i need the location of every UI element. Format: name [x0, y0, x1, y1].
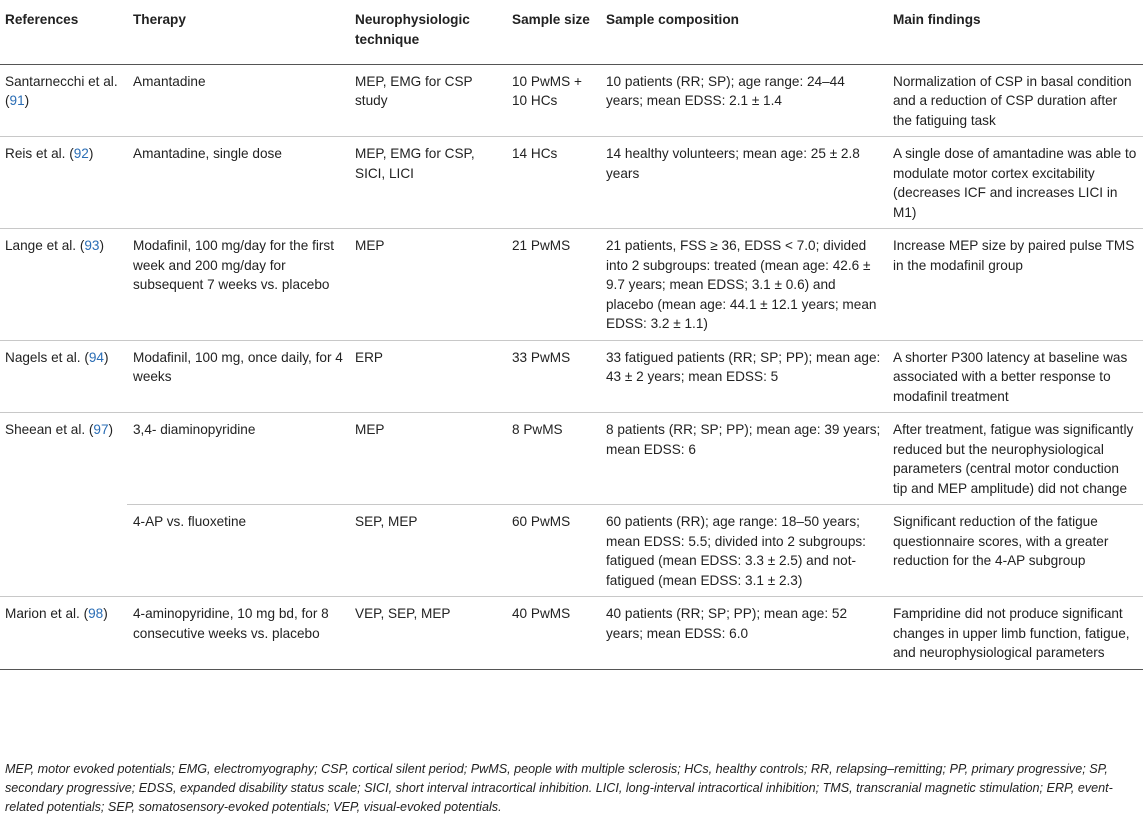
- reference-link[interactable]: 91: [9, 93, 25, 108]
- cell-therapy: 3,4- diaminopyridine: [127, 413, 349, 505]
- reference-text: Marion et al. (: [5, 606, 89, 621]
- cell-reference: [0, 64, 127, 137]
- header-therapy: Therapy: [127, 0, 349, 64]
- table-row: [0, 64, 1143, 137]
- cell-sample-size: 60 PwMS: [506, 505, 600, 597]
- cell-sample-composition: 14 healthy volunteers; mean age: 25 ± 2.8 years: [600, 137, 887, 229]
- cell-sample-composition: 33 fatigued patients (RR; SP; PP); mean age: 43 ± 2 years; mean EDSS: 5: [600, 340, 887, 413]
- header-technique: Neurophysiologic technique: [349, 0, 506, 64]
- cell-main-findings: Increase MEP size by paired pulse TMS in the modafinil group: [887, 229, 1143, 341]
- reference-link[interactable]: 94: [88, 349, 104, 365]
- reference-close: ): [103, 606, 108, 621]
- cell-therapy: Amantadine: [127, 64, 349, 137]
- reference-text: Lange et al. (: [5, 238, 85, 253]
- cell-therapy: Modafinil, 100 mg/day for the first week and 200 mg/day for subsequent 7 weeks vs. placebo: [127, 229, 349, 341]
- reference-link[interactable]: 97: [93, 422, 109, 437]
- table-footnote: MEP, motor evoked potentials; EMG, electromyography; CSP, cortical silent period; PwMS, people with multiple sclerosis; HCs, healthy controls; RR, relapsing–remitting; PP, primary progressive; SP, secondary progressive; EDSS, expanded disability status scale; SICI, short interval intracortical inhibition. LICI, long-interval intracortical inhibition; TMS, transcranial magnetic stimulation; ERP, event-related potentials; SEP, somatosensory-evoked potentials; VEP, visual-evoked potentials.: [5, 762, 1113, 814]
- reference-link[interactable]: 92: [73, 146, 89, 161]
- table-row: [0, 597, 1143, 670]
- table-body: [0, 64, 1143, 669]
- header-references: References: [0, 0, 127, 64]
- cell-main-findings: A shorter P300 latency at baseline was associated with a better response to modafinil treatment: [887, 340, 1143, 413]
- header-main-findings: Main findings: [887, 0, 1143, 64]
- cell-technique: SEP, MEP: [349, 505, 506, 597]
- table-row: [0, 413, 1143, 505]
- cell-sample-size: 33 PwMS: [506, 340, 600, 413]
- reference-link[interactable]: 98: [88, 606, 104, 621]
- cell-technique: MEP: [349, 229, 506, 341]
- cell-reference: [0, 229, 127, 341]
- cell-sample-size: 8 PwMS: [506, 413, 600, 505]
- cell-therapy: 4-AP vs. fluoxetine: [127, 505, 349, 597]
- reference-close: ): [24, 93, 30, 108]
- table-header: [0, 0, 1143, 64]
- cell-sample-composition: 40 patients (RR; SP; PP); mean age: 52 years; mean EDSS: 6.0: [600, 597, 887, 670]
- reference-close: ): [88, 146, 94, 161]
- cell-main-findings: After treatment, fatigue was significantly reduced but the neurophysiological parameters (central motor conduction tip and MEP amplitude) did not change: [887, 413, 1143, 505]
- cell-reference: [0, 505, 127, 597]
- cell-reference: [0, 340, 127, 413]
- cell-sample-composition: 8 patients (RR; SP; PP); mean age: 39 years; mean EDSS: 6: [600, 413, 887, 505]
- cell-technique: VEP, SEP, MEP: [349, 597, 506, 670]
- reference-close: ): [99, 238, 105, 253]
- cell-reference: [0, 597, 127, 670]
- cell-sample-composition: 60 patients (RR); age range: 18–50 years; mean EDSS: 5.5; divided into 2 subgroups: fatigued (mean EDSS: 3.3 ± 2.5) and not-fatigued (mean EDSS: 3.1 ± 2.3): [600, 505, 887, 597]
- reference-close: ): [104, 349, 109, 365]
- cell-sample-size: 21 PwMS: [506, 229, 600, 341]
- reference-text: Santarnecchi et al. (: [5, 73, 118, 108]
- table-row: [0, 229, 1143, 341]
- cell-sample-composition: 10 patients (RR; SP); age range: 24–44 years; mean EDSS: 2.1 ± 1.4: [600, 64, 887, 137]
- reference-text: Nagels et al. (: [5, 349, 89, 365]
- reference-text: Sheean et al. (: [5, 422, 94, 437]
- cell-sample-size: 10 PwMS + 10 HCs: [506, 64, 600, 137]
- cell-therapy: Modafinil, 100 mg, once daily, for 4 weeks: [127, 340, 349, 413]
- cell-reference: [0, 137, 127, 229]
- cell-reference: [0, 413, 127, 505]
- reference-close: ): [108, 422, 114, 437]
- header-row: [0, 0, 1143, 64]
- cell-therapy: Amantadine, single dose: [127, 137, 349, 229]
- table-row: [0, 137, 1143, 229]
- cell-technique: ERP: [349, 340, 506, 413]
- cell-sample-composition: 21 patients, FSS ≥ 36, EDSS < 7.0; divided into 2 subgroups: treated (mean age: 42.6 ± 9.7 years; mean EDSS; 3.1 ± 0.6) and placebo (mean age: 44.1 ± 12.1 years; mean EDSS: 3.2 ± 1.1): [600, 229, 887, 341]
- cell-sample-size: 14 HCs: [506, 137, 600, 229]
- cell-main-findings: A single dose of amantadine was able to modulate motor cortex excitability (decreases ICF and increases LICI in M1): [887, 137, 1143, 229]
- table-row: [0, 340, 1143, 413]
- cell-technique: MEP: [349, 413, 506, 505]
- cell-technique: MEP, EMG for CSP, SICI, LICI: [349, 137, 506, 229]
- cell-therapy: 4-aminopyridine, 10 mg bd, for 8 consecutive weeks vs. placebo: [127, 597, 349, 670]
- cell-technique: MEP, EMG for CSP study: [349, 64, 506, 137]
- cell-main-findings: Significant reduction of the fatigue questionnaire scores, with a greater reduction for the 4-AP subgroup: [887, 505, 1143, 597]
- reference-text: Reis et al. (: [5, 146, 74, 161]
- header-sample-size: Sample size: [506, 0, 600, 64]
- cell-sample-size: 40 PwMS: [506, 597, 600, 670]
- header-sample-composition: Sample composition: [600, 0, 887, 64]
- cell-main-findings: Fampridine did not produce significant changes in upper limb function, fatigue, and neurophysiological parameters: [887, 597, 1143, 670]
- cell-main-findings: Normalization of CSP in basal condition and a reduction of CSP duration after the fatiguing task: [887, 64, 1143, 137]
- table-row: [0, 505, 1143, 597]
- reference-link[interactable]: 93: [84, 238, 100, 253]
